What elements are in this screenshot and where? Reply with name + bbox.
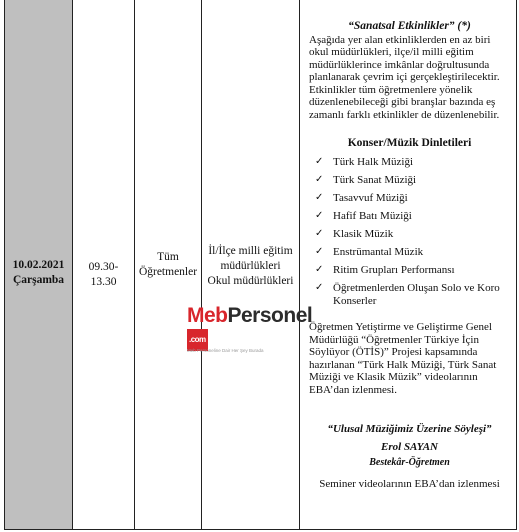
watermark-brand-a: Meb <box>187 304 228 327</box>
list-item <box>309 246 510 259</box>
date-text <box>5 258 72 288</box>
list-item-label: Türk Halk Müziği <box>333 155 414 168</box>
audience-line-2: Öğretmenler <box>138 266 198 278</box>
music-list <box>309 156 510 308</box>
audience-line-1: Tüm <box>157 251 179 263</box>
audience-text <box>135 250 201 280</box>
checkmark-icon: ✓ <box>315 282 324 294</box>
organizer-line-3: Okul müdürlükleri <box>207 275 294 287</box>
organizer-line-1: İl/İlçe milli eğitim <box>208 245 293 257</box>
time-cell <box>73 0 135 529</box>
watermark-tagline: Meb Personeline Dair Her Şey Burada <box>187 348 264 353</box>
day-value: Çarşamba <box>12 274 65 286</box>
checkmark-icon: ✓ <box>315 209 324 221</box>
date-cell <box>5 0 73 529</box>
speaker-role: Bestekâr-Öğretmen <box>369 457 450 469</box>
schedule-table <box>4 0 517 530</box>
list-item <box>309 192 510 205</box>
time-end: 13.30 <box>90 276 117 288</box>
list-item <box>309 264 510 277</box>
time-start: 09.30- <box>88 261 119 273</box>
checkmark-icon: ✓ <box>315 155 324 167</box>
checkmark-icon: ✓ <box>315 227 324 239</box>
list-item <box>309 210 510 223</box>
list-item-label: Klasik Müzik <box>333 227 394 240</box>
list-item-label: Öğretmenlerden Oluşan Solo ve Koro Konserler <box>333 282 500 307</box>
date-value: 10.02.2021 <box>12 259 65 271</box>
speaker-name: Erol SAYAN <box>381 440 438 453</box>
organizer-line-2: müdürlükleri <box>220 260 281 272</box>
activity-title: “Sanatsal Etkinlikler” (*) <box>348 20 471 32</box>
intro-paragraph-2: Etkinlikler tüm öğretmenlere yönelik düzenlenebileceği gibi branşlar bazında eş zamanlı farklı etkinlikler de düzenlenebilir. <box>309 83 500 121</box>
watermark-wordmark <box>187 305 317 351</box>
seminar-note: Seminer videolarının EBA’dan izlenmesi <box>319 477 500 490</box>
list-item <box>309 282 510 307</box>
talk-title: “Ulusal Müziğimiz Üzerine Söyleşi” <box>327 423 492 436</box>
mebpersonel-watermark-logo <box>187 304 317 353</box>
time-text <box>73 260 134 290</box>
organizer-cell <box>202 0 300 529</box>
checkmark-icon: ✓ <box>315 191 324 203</box>
checkmark-icon: ✓ <box>315 173 324 185</box>
section-title: Konser/Müzik Dinletileri <box>347 137 472 149</box>
activity-cell <box>300 0 516 529</box>
list-item <box>309 228 510 241</box>
watermark-brand-b: Personel <box>227 304 313 327</box>
intro-paragraph-1: Aşağıda yer alan etkinliklerden en az biri okul müdürlükleri, ilçe/il milli eğitim müdürlüklerince imkânlar doğrultusunda planlanarak çevrim içi gerçekleştirilecektir. <box>309 33 500 83</box>
list-item-label: Tasavvuf Müziği <box>333 191 408 204</box>
list-item <box>309 174 510 187</box>
list-item-label: Türk Sanat Müziği <box>333 173 417 186</box>
checkmark-icon: ✓ <box>315 264 324 276</box>
audience-cell <box>135 0 202 529</box>
activity-content <box>309 20 510 490</box>
checkmark-icon: ✓ <box>315 245 324 257</box>
list-item-label: Ritim Grupları Performansı <box>333 264 455 277</box>
list-item-label: Enstrümantal Müzik <box>333 245 424 258</box>
watermark-tld: .com <box>187 329 208 351</box>
list-item-label: Hafif Batı Müziği <box>333 209 412 222</box>
list-item <box>309 156 510 169</box>
organizer-text <box>202 244 299 289</box>
otis-paragraph: Öğretmen Yetiştirme ve Geliştirme Genel Müdürlüğü “Öğretmenler Türkiye İçin Söylüyor (ÖTİS)” Projesi kapsamında hazırlanan “Türk Halk Müziği, Türk Sanat Müziği ve Klasik Müzik” videolarının EBA’dan izlenmesi. <box>309 321 497 396</box>
